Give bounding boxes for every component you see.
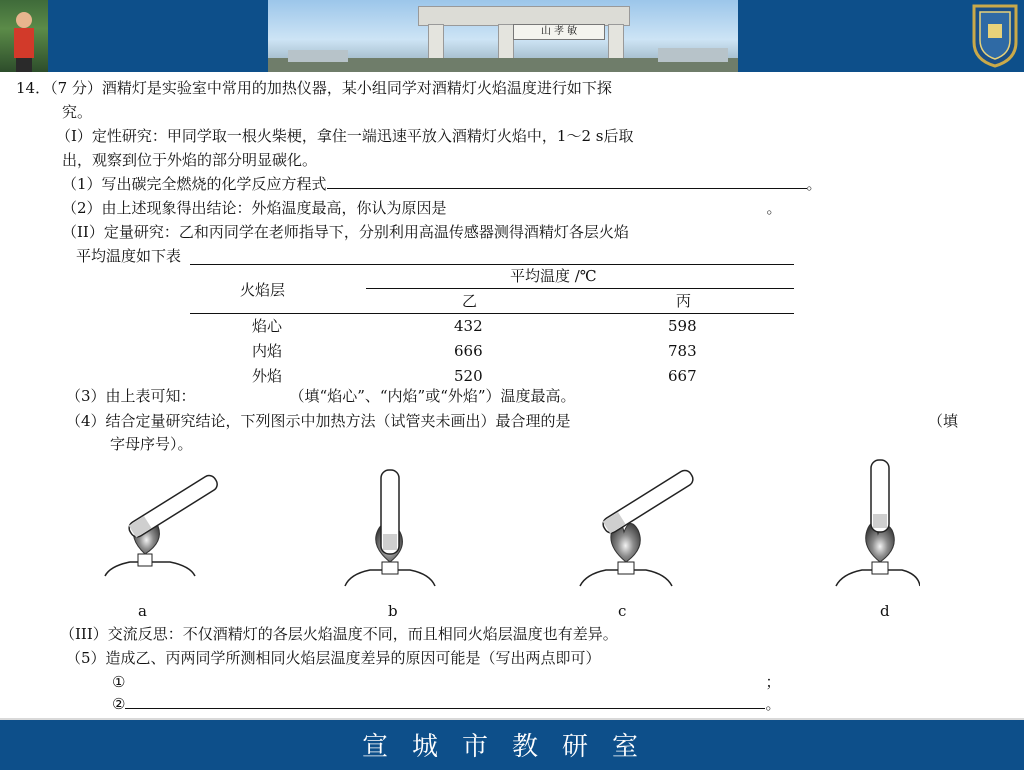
part2-line1: （II）定量研究：乙和丙同学在老师指导下，分别利用高温传感器测得酒精灯各层火焰 <box>62 223 629 241</box>
diagram-label-d: d <box>880 602 890 620</box>
question-intro-line2: 究。 <box>62 103 93 121</box>
table-cell: 783 <box>668 342 697 360</box>
table-header-rule <box>190 313 794 314</box>
footer-title: 宣城市教研室 <box>361 732 662 762</box>
subquestion-4-line1: （4）结合定量研究结论，下列图示中加热方法（试管夹未画出）最合理的是 <box>66 412 571 430</box>
footer-bar <box>0 718 1024 770</box>
table-mid-rule <box>366 288 794 289</box>
diagram-label-a: a <box>138 602 147 620</box>
subquestion-5: （5）造成乙、丙两同学所测相同火焰层温度差异的原因可能是（写出两点即可） <box>66 649 601 667</box>
table-cell: 667 <box>668 367 697 385</box>
table-row-layer: 内焰 <box>252 342 283 360</box>
part3-line: （III）交流反思：不仅酒精灯的各层火焰温度不同，而且相同火焰层温度也有差异。 <box>60 625 618 643</box>
table-group-header: 平均温度 /℃ <box>510 267 597 285</box>
question-intro-line1: 14．（7 分）酒精灯是实验室中常用的加热仪器，某小组同学对酒精灯火焰温度进行如下探 <box>16 79 612 97</box>
table-row-header: 火焰层 <box>240 281 286 299</box>
table-top-rule <box>190 264 794 265</box>
table-cell: 598 <box>668 317 697 335</box>
teacher-photo <box>0 0 48 72</box>
header-banner <box>0 0 1024 72</box>
subquestion-2: （2）由上述现象得出结论：外焰温度最高，你认为原因是 。 <box>62 199 782 217</box>
table-cell: 666 <box>454 342 483 360</box>
diagram-a <box>105 473 220 576</box>
diagram-c <box>580 468 696 586</box>
subquestion-3: （3）由上表可知： （填“焰心”、“内焰”或“外焰”）温度最高。 <box>66 387 576 405</box>
diagram-label-b: b <box>388 602 398 620</box>
gate-plaque: 山 孝 敏 <box>513 24 605 40</box>
diagram-b <box>345 470 435 586</box>
table-row-layer: 外焰 <box>252 367 283 385</box>
answer-line-1: ① ； <box>112 673 781 691</box>
table-row-layer: 焰心 <box>252 317 283 335</box>
campus-gate-photo <box>268 0 738 72</box>
answer-line-2: ② 。 <box>112 695 781 713</box>
answer-blank-5b[interactable] <box>125 694 765 709</box>
heating-diagrams <box>100 458 920 598</box>
diagram-label-c: c <box>618 602 627 620</box>
table-cell: 520 <box>454 367 483 385</box>
part2-line2: 平均温度如下表 <box>76 247 182 265</box>
part1-line2: 出，观察到位于外焰的部分明显碳化。 <box>62 151 318 169</box>
diagram-d <box>836 460 920 586</box>
part1-line1: （I）定性研究：甲同学取一根火柴梗，拿住一端迅速平放入酒精灯火焰中，1～2 s后取 <box>56 127 634 145</box>
table-cell: 432 <box>454 317 483 335</box>
table-col-bing: 丙 <box>676 292 692 310</box>
subquestion-1: （1）写出碳完全燃烧的化学反应方程式 。 <box>62 175 822 193</box>
subquestion-4-fill: （填 <box>928 412 959 430</box>
answer-blank-1[interactable] <box>327 174 807 189</box>
school-emblem-icon <box>970 2 1020 68</box>
subquestion-4-line2: 字母序号）。 <box>110 435 193 453</box>
table-col-yi: 乙 <box>462 292 478 310</box>
